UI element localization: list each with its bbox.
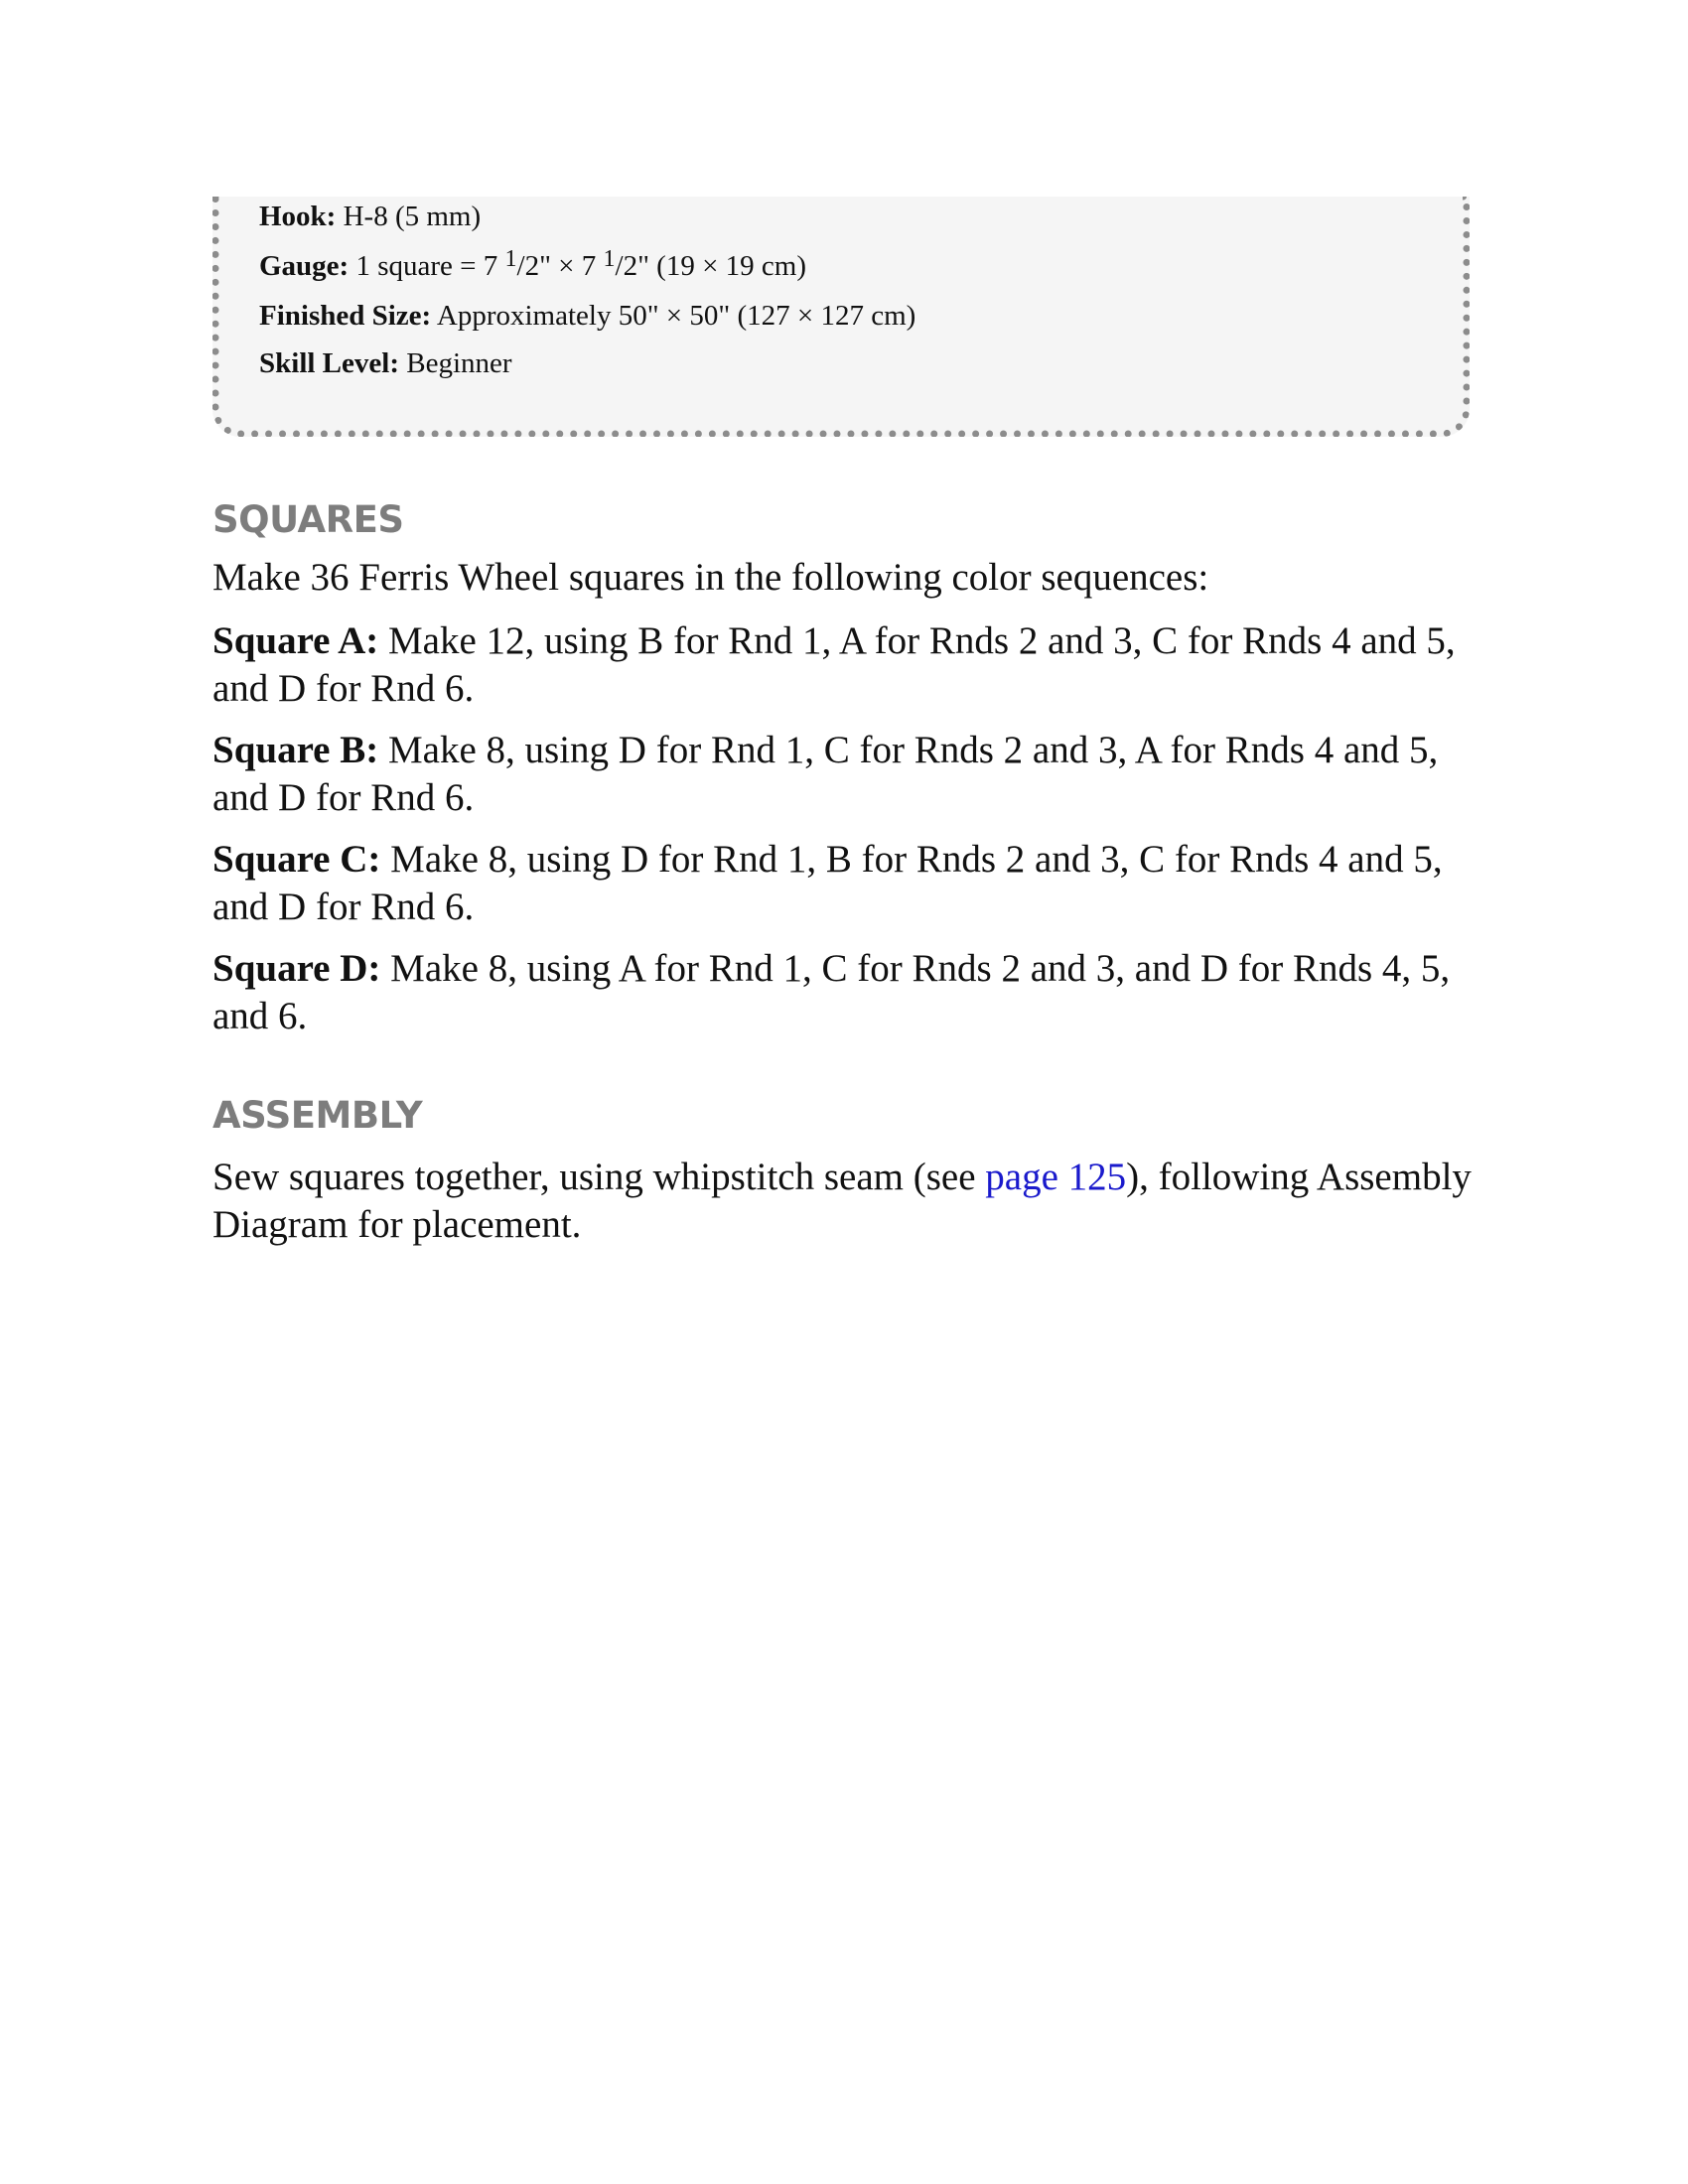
materials-info-box [212,197,1470,437]
square-a-instruction [212,617,1493,713]
assembly-text-post: ), following Assembly Diagram for placement. [212,1156,1472,1246]
square-d-label: Square D: [212,947,381,990]
gauge-fraction-numerator-2: 1 [603,246,616,272]
hook-label: Hook: [259,201,337,232]
skill-level-label: Skill Level: [259,347,399,379]
square-b-instruction [212,727,1493,822]
finished-size-value: Approximately 50" × 50" (127 × 127 cm) [436,300,916,332]
gauge-spec [259,248,806,286]
hook-value: H-8 (5 mm) [343,201,482,232]
squares-heading: SQUARES [212,498,404,541]
square-c-instruction [212,836,1493,931]
assembly-heading: ASSEMBLY [212,1094,423,1137]
skill-level-spec [259,345,512,381]
assembly-text-pre: Sew squares together, using whipstitch seam (see [212,1156,986,1198]
gauge-value-pre: 1 square = 7 [355,250,505,282]
square-a-text: Make 12, using B for Rnd 1, A for Rnds 2 and 3, C for Rnds 4 and 5, and D for Rnd 6. [212,619,1456,710]
squares-intro: Make 36 Ferris Wheel squares in the following color sequences: [212,556,1209,599]
square-b-label: Square B: [212,729,379,771]
square-c-text: Make 8, using D for Rnd 1, B for Rnds 2 and 3, C for Rnds 4 and 5, and D for Rnd 6. [212,838,1443,928]
gauge-fraction-numerator: 1 [504,246,517,272]
hook-spec [259,199,481,234]
gauge-label: Gauge: [259,250,350,282]
square-c-label: Square C: [212,838,381,881]
skill-level-value: Beginner [406,347,512,379]
assembly-instruction [212,1154,1493,1249]
square-d-text: Make 8, using A for Rnd 1, C for Rnds 2 and 3, and D for Rnds 4, 5, and 6. [212,947,1451,1037]
square-b-text: Make 8, using D for Rnd 1, C for Rnds 2 and 3, A for Rnds 4 and 5, and D for Rnd 6. [212,729,1439,819]
gauge-value-mid: /2" × 7 [516,250,604,282]
square-d-instruction [212,945,1493,1040]
finished-size-label: Finished Size: [259,300,432,332]
square-a-label: Square A: [212,619,379,662]
finished-size-spec [259,298,915,334]
gauge-value-post: /2" (19 × 19 cm) [615,250,807,282]
page-125-link[interactable]: page 125 [985,1156,1127,1198]
